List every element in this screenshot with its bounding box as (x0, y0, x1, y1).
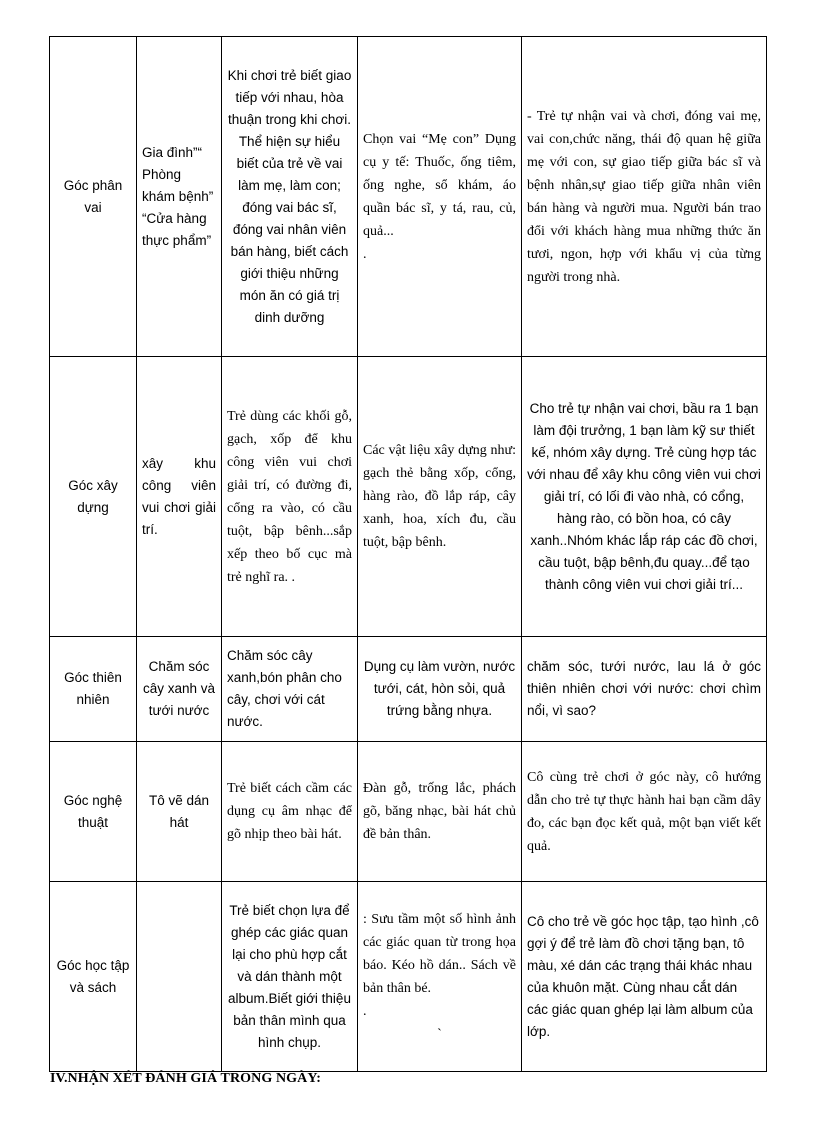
activity-cell: - Trẻ tự nhận vai và chơi, đóng vai mẹ, vai con,chức năng, thái độ quan hệ giữa mẹ với con, sự giao tiếp giữa bác sĩ và bệnh nhân,sự giao tiếp giữa nhân viên bán hàng và người mua. Người bán trao đổi với khách hàng mua những thức ăn tươi, ngon, hợp với khẩu vị của từng người trong nhà. (522, 37, 767, 357)
activity-cell: Cô cho trẻ về góc học tập, tạo hình ,cô gợi ý để trẻ làm đồ chơi tặng bạn, tô màu, xé dán các trạng thái khác nhau của khuôn mặt. Cùng nhau cắt dán các giác quan ghép lại làm album của lớp. (522, 882, 767, 1072)
materials-tick: ` (437, 1026, 442, 1042)
table-row (50, 742, 767, 882)
corner-cell: Góc thiên nhiên (50, 637, 137, 742)
section-title: IV.NHẬN XÉT ĐÁNH GIÁ TRONG NGÀY: (50, 1071, 322, 1086)
goal-cell: Trẻ biết cách cầm các dụng cụ âm nhạc để gõ nhịp theo bài hát. (222, 742, 358, 882)
materials-cell: Dụng cụ làm vườn, nước tưới, cát, hòn sỏi, quả trứng bằng nhựa. (358, 637, 522, 742)
theme-cell: Chăm sóc cây xanh và tưới nước (137, 637, 222, 742)
activity-cell: Cho trẻ tự nhận vai chơi, bầu ra 1 bạn làm đội trưởng, 1 bạn làm kỹ sư thiết kế, nhóm xây dựng. Trẻ cùng hợp tác với nhau để xây khu công viên vui chơi giải trí, có lối đi vào nhà, có cổng, hàng rào, có bồn hoa, có cây xanh..Nhóm khác lắp ráp các đồ chơi, cầu tuột, bập bênh,đu quay...để tạo thành công viên vui chơi giải trí... (522, 357, 767, 637)
table-row (50, 357, 767, 637)
table-row (50, 637, 767, 742)
materials-extra: . (363, 1003, 367, 1019)
theme-cell (137, 882, 222, 1072)
activity-cell: Cô cùng trẻ chơi ở góc này, cô hướng dẫn cho trẻ tự thực hành hai bạn cầm dây đo, các bạn đọc kết quả, một bạn viết kết quả. (522, 742, 767, 882)
goal-cell: Trẻ biết chọn lựa để ghép các giác quan lại cho phù hợp cắt và dán thành một album.Biết giới thiệu bản thân mình qua hình chụp. (222, 882, 358, 1072)
materials-cell (358, 37, 522, 357)
activity-corners-table (49, 36, 767, 1072)
activity-cell: chăm sóc, tưới nước, lau lá ở góc thiên nhiên chơi với nước: chơi chìm nổi, vì sao? (522, 637, 767, 742)
corner-cell: Góc xây dựng (50, 357, 137, 637)
materials-extra: . (363, 246, 367, 262)
theme-cell: Gia đình”“ Phòng khám bệnh” “Cửa hàng thực phẩm” (137, 37, 222, 357)
materials-cell: Các vật liệu xây dựng như: gạch thẻ bằng xốp, cổng, hàng rào, đồ lắp ráp, cây xanh, hoa, xích đu, cầu tuột, bập bênh. (358, 357, 522, 637)
corner-cell: Góc nghệ thuật (50, 742, 137, 882)
materials-text: : Sưu tầm một số hình ảnh các giác quan từ trong họa báo. Kéo hồ dán.. Sách về bản thân bé. (363, 911, 516, 996)
goal-cell: Chăm sóc cây xanh,bón phân cho cây, chơi với cát nước. (222, 637, 358, 742)
corner-cell: Góc phân vai (50, 37, 137, 357)
materials-cell: Đàn gỗ, trống lắc, phách gõ, băng nhạc, bài hát chủ đề bản thân. (358, 742, 522, 882)
corner-cell: Góc học tập và sách (50, 882, 137, 1072)
goal-cell: Khi chơi trẻ biết giao tiếp với nhau, hòa thuận trong khi chơi. Thể hiện sự hiểu biết của trẻ về vai làm mẹ, làm con; đóng vai bác sĩ, đóng vai nhân viên bán hàng, biết cách giới thiệu những món ăn có giá trị dinh dưỡng (222, 37, 358, 357)
materials-cell (358, 882, 522, 1072)
theme-cell: Tô vẽ dán hát (137, 742, 222, 882)
table-row (50, 37, 767, 357)
goal-cell: Trẻ dùng các khối gỗ, gạch, xốp để khu công viên vui chơi giải trí, có đường đi, cổng ra vào, có cầu tuột, bập bênh...sắp xếp theo bố cục mà trẻ nghĩ ra. . (222, 357, 358, 637)
theme-cell: xây khu công viên vui chơi giải trí. (137, 357, 222, 637)
materials-text: Chọn vai “Mẹ con” Dụng cụ y tế: Thuốc, ống tiêm, ống nghe, sổ khám, áo quần bác sĩ, y tá, rau, củ, quả... (363, 131, 516, 239)
table-row (50, 882, 767, 1072)
